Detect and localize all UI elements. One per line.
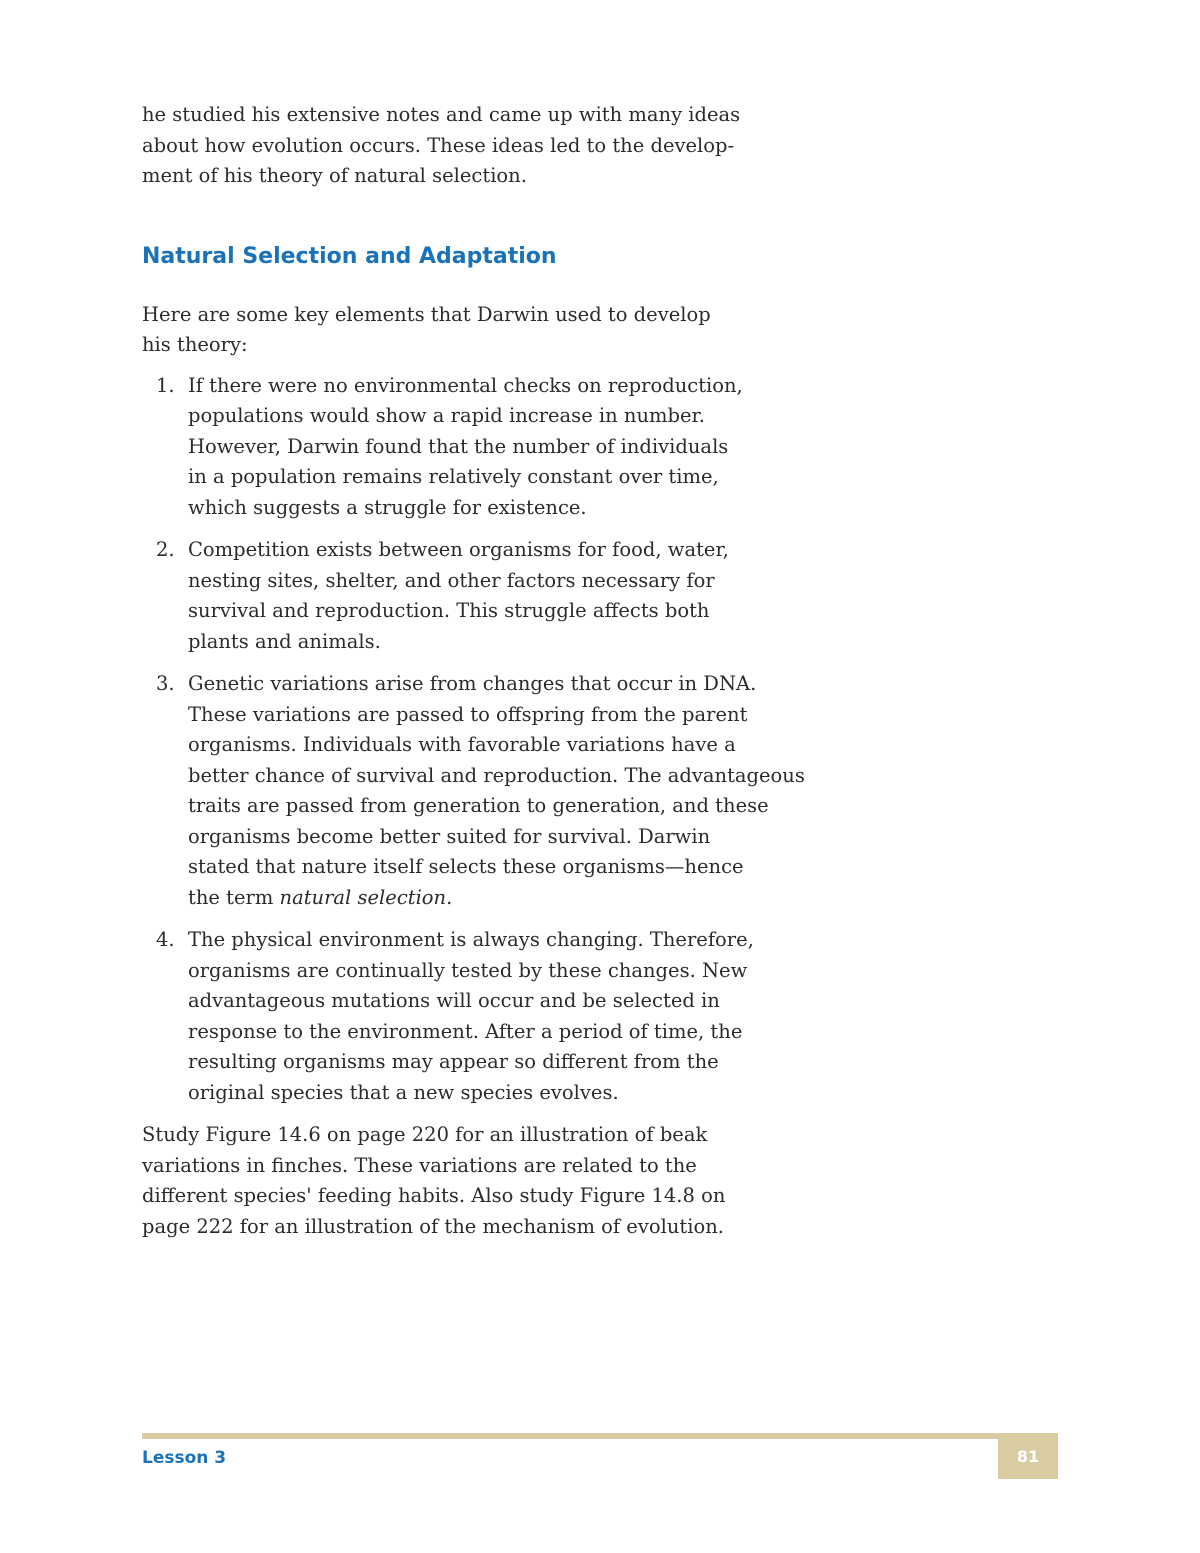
text-line: populations would show a rapid increase in number.: [188, 404, 705, 427]
text-line: stated that nature itself selects these organisms—hence: [188, 855, 744, 878]
text-line: organisms are continually tested by these changes. New: [188, 958, 748, 982]
page-number-box: [998, 1433, 1058, 1479]
text-line: he studied his extensive notes and came up with many ideas: [142, 103, 741, 126]
text-line: response to the environment. After a period of time, the: [188, 1019, 743, 1043]
text-line: survival and reproduction. This struggle affects both: [188, 599, 710, 622]
footer-rule: [142, 1433, 998, 1439]
list-item-3: [142, 669, 822, 913]
text-line: Here are some key elements that Darwin used to develop: [142, 302, 711, 326]
page-number: 81: [1016, 1446, 1040, 1466]
text-line: Genetic variations arise from changes that occur in DNA.: [188, 672, 757, 695]
intro-paragraph: [142, 100, 822, 192]
list-number: 2.: [156, 538, 175, 561]
text-line: different species' feeding habits. Also study Figure 14.8 on: [142, 1184, 726, 1207]
text-line: organisms. Individuals with favorable variations have a: [188, 733, 736, 756]
text-line: in a population remains relatively constant over time,: [188, 465, 719, 488]
text-line: Study Figure 14.6 on page 220 for an illustration of beak: [142, 1123, 708, 1146]
text-line: variations in finches. These variations are related to the: [142, 1153, 697, 1177]
text-line: traits are passed from generation to generation, and these: [188, 794, 769, 817]
text-line: which suggests a struggle for existence.: [188, 495, 587, 519]
emphasized-term: natural selection: [279, 885, 447, 909]
key-elements-list: [142, 371, 822, 1109]
text-line: The physical environment is always changing. Therefore,: [188, 928, 754, 951]
text-line: resulting organisms may appear so different from the: [188, 1050, 719, 1073]
footer-lesson-label: Lesson 3: [142, 1448, 227, 1468]
text-line: Competition exists between organisms for food, water,: [188, 538, 729, 561]
list-item-2: [142, 535, 822, 657]
text-line: about how evolution occurs. These ideas led to the develop-: [142, 133, 735, 157]
text-line-suffix: .: [446, 885, 453, 909]
text-line: original species that a new species evolves.: [188, 1080, 619, 1104]
text-line: However, Darwin found that the number of individuals: [188, 434, 729, 458]
text-line: better chance of survival and reproduction. The advantageous: [188, 763, 805, 787]
text-line: If there were no environmental checks on reproduction,: [188, 373, 743, 397]
section-lead-paragraph: [142, 300, 822, 361]
closing-paragraph: [142, 1120, 822, 1242]
text-line: organisms become better suited for survival. Darwin: [188, 824, 711, 848]
text-line: nesting sites, shelter, and other factors necessary for: [188, 568, 715, 592]
list-number: 1.: [156, 373, 175, 397]
text-line: page 222 for an illustration of the mechanism of evolution.: [142, 1214, 724, 1238]
list-number: 4.: [156, 928, 175, 951]
list-number: 3.: [156, 672, 175, 695]
section-heading: Natural Selection and Adaptation: [142, 243, 557, 269]
text-line: advantageous mutations will occur and be selected in: [188, 989, 720, 1012]
text-line: plants and animals.: [188, 629, 381, 653]
list-item-1: [142, 371, 822, 524]
text-line: his theory:: [142, 333, 248, 356]
page-content: [142, 100, 822, 1242]
list-item-4: [142, 925, 822, 1108]
text-line: ment of his theory of natural selection.: [142, 164, 527, 187]
text-line: These variations are passed to offspring from the parent: [188, 702, 748, 726]
text-line-prefix: the term: [188, 885, 280, 909]
